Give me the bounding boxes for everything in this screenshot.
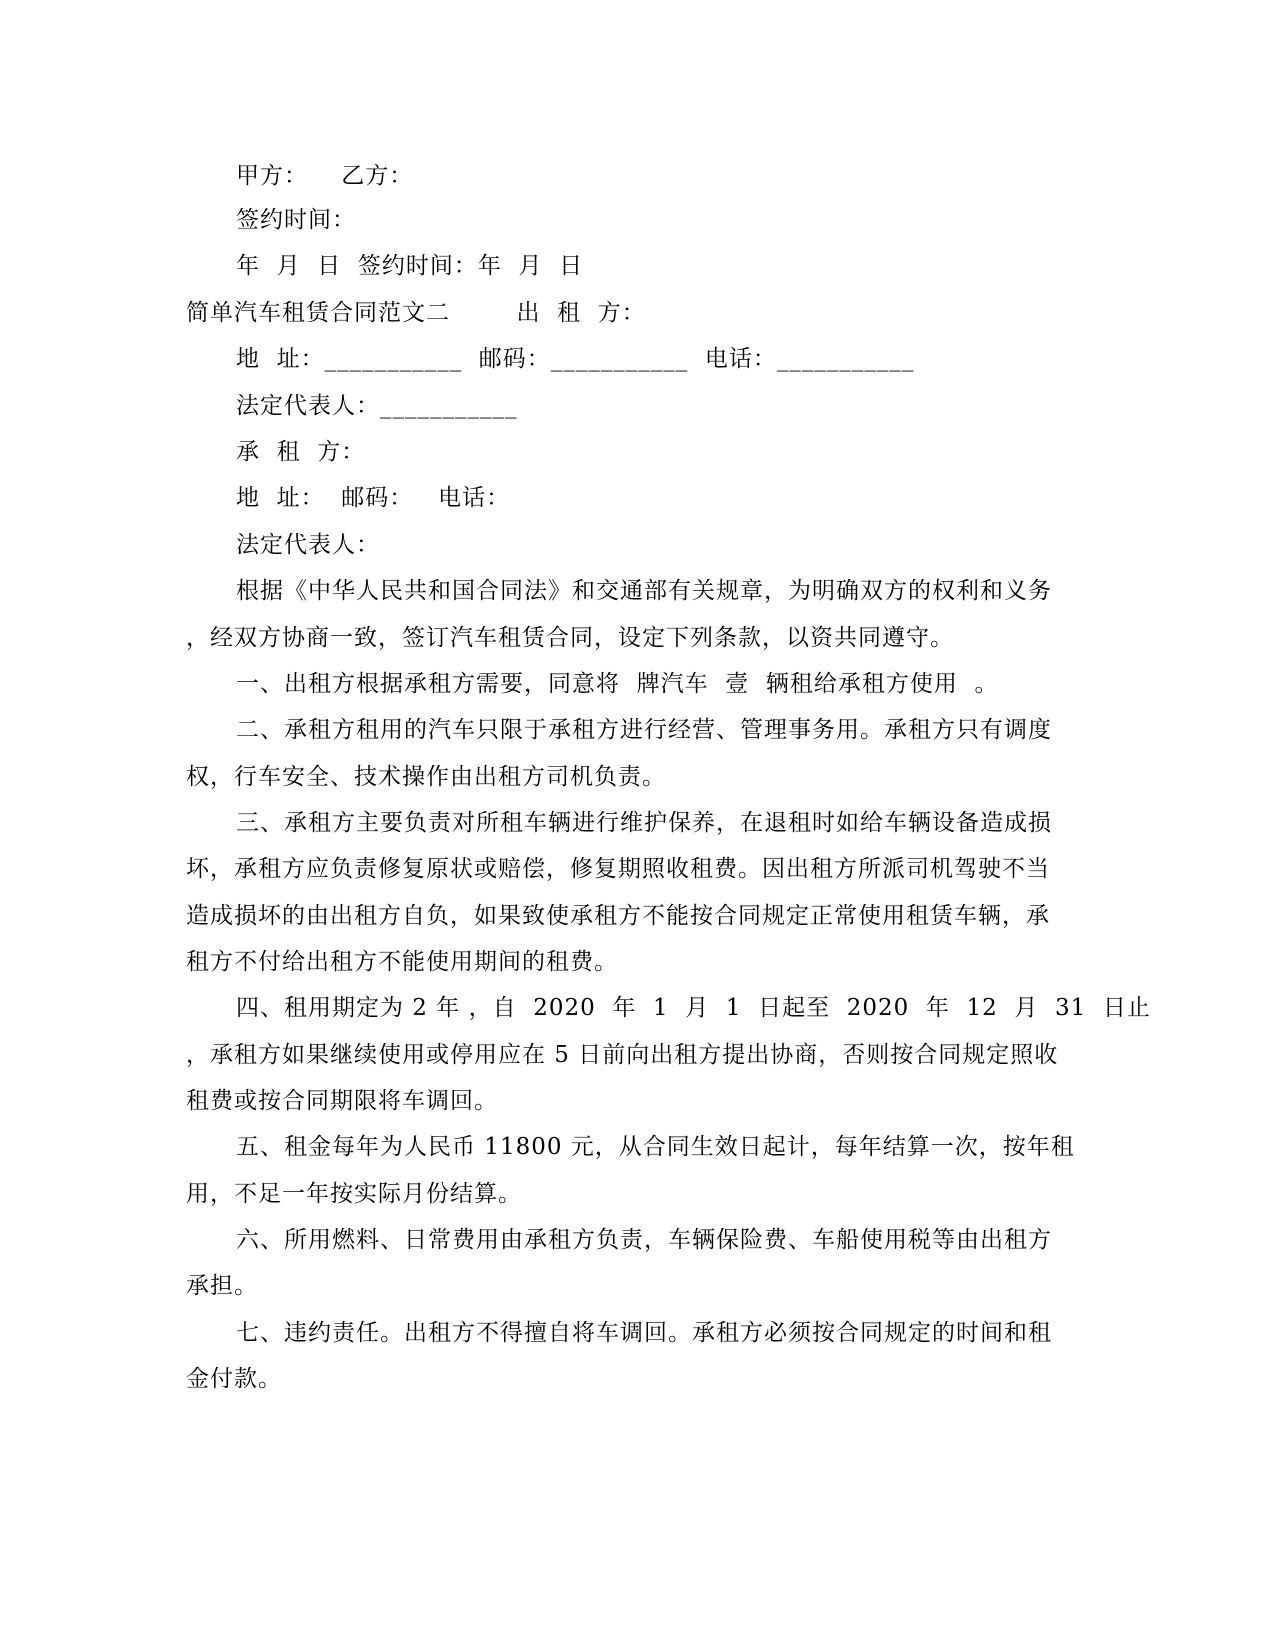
sign-party-line: 甲方： 乙方： <box>236 163 414 189</box>
clause-3-text: 租方不付给出租方不能使用期间的租费。 <box>186 949 618 975</box>
preamble-line: 根据《中华人民共和国合同法》和交通部有关规章，为明确双方的权利和义务 <box>236 578 1052 604</box>
clause-4-text: 四、租用期定为 2 年 ，自 2020 年 1 月 1 日起至 2020 年 12 月 31 日止 <box>236 995 1151 1021</box>
preamble-line: ，经双方协商一致，签订汽车租赁合同，设定下列条款，以资共同遵守。 <box>186 625 954 651</box>
contract-title-line: 简单汽车租赁合同范文二 出 租 方： <box>186 300 646 326</box>
clause-3-text: 坏，承租方应负责修复原状或赔偿，修复期照收租费。因出租方所派司机驾驶不当 <box>186 856 1050 882</box>
clause-2-text: 权，行车安全、技术操作由出租方司机负责。 <box>186 764 666 790</box>
lessee-rep-line: 法定代表人： <box>236 532 380 558</box>
clause-3-text: 三、承租方主要负责对所租车辆进行维护保养，在退租时如给车辆设备造成损 <box>236 810 1052 836</box>
clause-1-text: 一、出租方根据承租方需要，同意将 牌汽车 壹 辆租给承租方使用 。 <box>236 671 999 697</box>
clause-4-text: 租费或按合同期限将车调回。 <box>186 1088 498 1114</box>
clause-6-text: 承担。 <box>186 1273 258 1299</box>
clause-5-text: 五、租金每年为人民币 11800 元，从合同生效日起计，每年结算一次，按年租 <box>236 1134 1075 1160</box>
clause-4-text: ，承租方如果继续使用或停用应在 5 日前向出租方提出协商，否则按合同规定照收 <box>186 1042 1059 1068</box>
sign-date-line: 年 月 日 签约时间：年 月 日 <box>236 253 584 279</box>
clause-2-text: 二、承租方租用的汽车只限于承租方进行经营、管理事务用。承租方只有调度 <box>236 717 1052 743</box>
clause-7-text: 金付款。 <box>186 1366 282 1392</box>
lessor-rep-line: 法定代表人：___________ <box>236 393 518 419</box>
lessee-contact-line: 地 址： 邮码： 电话： <box>236 485 511 511</box>
lessor-contact-line: 地 址：___________ 邮码：___________ 电话：___________ <box>236 346 915 372</box>
lessee-label: 承 租 方： <box>236 439 366 465</box>
clause-6-text: 六、所用燃料、日常费用由承租方负责，车辆保险费、车船使用税等由出租方 <box>236 1227 1052 1253</box>
sign-time-label: 签约时间： <box>236 207 356 233</box>
clause-3-text: 造成损坏的由出租方自负，如果致使承租方不能按合同规定正常使用租赁车辆，承 <box>186 903 1050 929</box>
clause-5-text: 用，不足一年按实际月份结算。 <box>186 1181 522 1207</box>
clause-7-text: 七、违约责任。出租方不得擅自将车调回。承租方必须按合同规定的时间和租 <box>236 1320 1052 1346</box>
